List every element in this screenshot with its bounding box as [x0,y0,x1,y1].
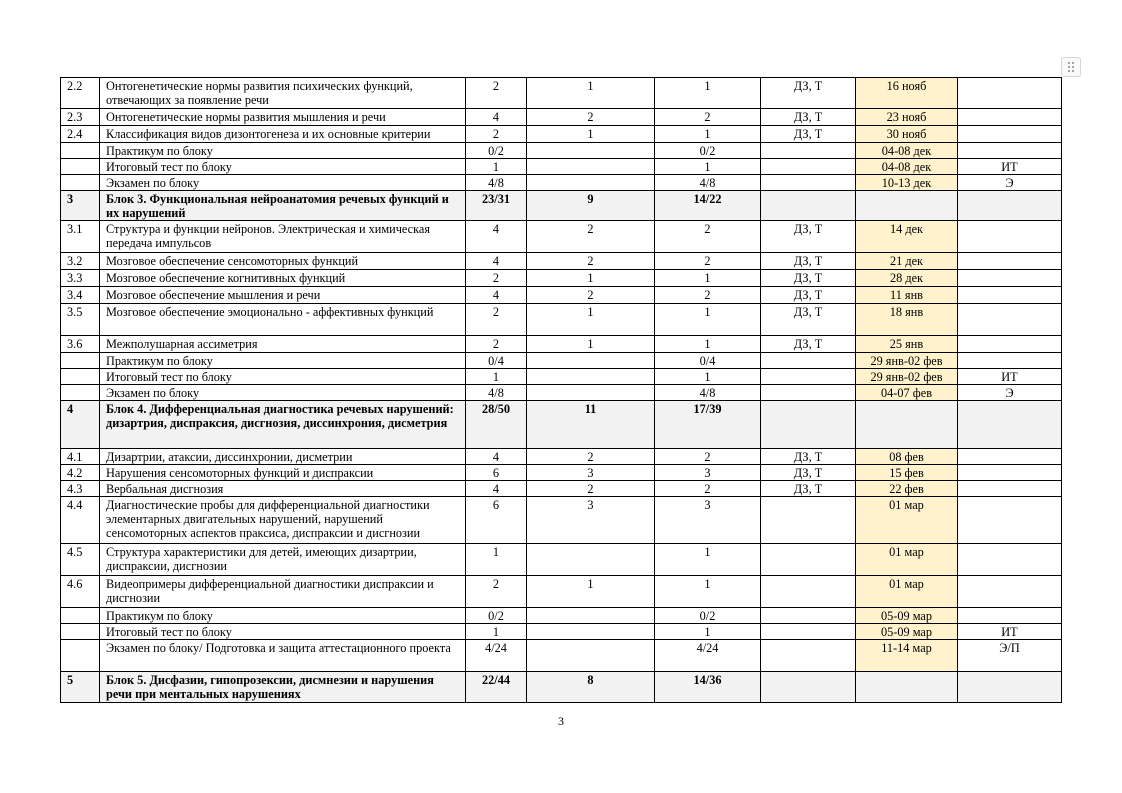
row-total-hours: 0/2 [466,143,527,159]
row-title: Итоговый тест по блоку [100,159,466,175]
row-title: Мозговое обеспечение мышления и речи [100,287,466,304]
row-practice-hours: 1 [655,624,761,640]
row-date: 28 дек [856,270,958,287]
row-lecture-hours [527,159,655,175]
row-number [61,353,100,369]
row-number: 5 [61,672,100,703]
row-date: 30 нояб [856,126,958,143]
row-lecture-hours: 8 [527,672,655,703]
row-number [61,640,100,672]
row-number: 4.3 [61,481,100,497]
row-number: 3 [61,191,100,221]
row-date: 15 фев [856,465,958,481]
row-lecture-hours: 2 [527,449,655,465]
row-practice-hours: 14/36 [655,672,761,703]
row-practice-hours: 1 [655,369,761,385]
row-control-type [761,401,856,449]
table-row [61,304,1062,336]
row-lecture-hours [527,608,655,624]
table-row [61,481,1062,497]
block-header-row [61,191,1062,221]
row-title: Дизартрии, атаксии, диссинхронии, дисметрии [100,449,466,465]
row-attestation-form [958,401,1062,449]
row-number [61,159,100,175]
row-date: 18 янв [856,304,958,336]
row-title: Экзамен по блоку [100,385,466,401]
row-number [61,624,100,640]
row-practice-hours: 4/8 [655,175,761,191]
row-total-hours: 2 [466,270,527,287]
row-attestation-form [958,221,1062,253]
row-total-hours: 4 [466,481,527,497]
row-lecture-hours: 1 [527,576,655,608]
row-attestation-form [958,481,1062,497]
table-row [61,497,1062,544]
row-practice-hours: 4/8 [655,385,761,401]
row-practice-hours: 1 [655,126,761,143]
row-title: Вербальная дисгнозия [100,481,466,497]
row-date: 08 фев [856,449,958,465]
row-title: Онтогенетические нормы развития мышления и речи [100,109,466,126]
row-practice-hours: 2 [655,109,761,126]
row-control-type: ДЗ, Т [761,287,856,304]
table-row [61,385,1062,401]
row-lecture-hours [527,353,655,369]
row-practice-hours: 2 [655,449,761,465]
row-date: 11-14 мар [856,640,958,672]
row-date [856,401,958,449]
row-total-hours: 4 [466,221,527,253]
row-attestation-form [958,253,1062,270]
row-attestation-form [958,608,1062,624]
row-title: Итоговый тест по блоку [100,624,466,640]
row-control-type [761,353,856,369]
row-title: Практикум по блоку [100,353,466,369]
table-row [61,608,1062,624]
row-control-type [761,143,856,159]
row-date: 01 мар [856,576,958,608]
row-attestation-form [958,287,1062,304]
row-attestation-form [958,143,1062,159]
row-number: 2.2 [61,78,100,109]
row-lecture-hours: 9 [527,191,655,221]
table-row [61,449,1062,465]
row-control-type: ДЗ, Т [761,126,856,143]
row-lecture-hours [527,544,655,576]
row-attestation-form: ИТ [958,159,1062,175]
row-number: 4.1 [61,449,100,465]
row-control-type [761,624,856,640]
row-number: 4.5 [61,544,100,576]
row-title: Структура и функции нейронов. Электрическая и химическая передача импульсов [100,221,466,253]
table-row [61,270,1062,287]
table-row [61,287,1062,304]
table-row [61,126,1062,143]
table-row [61,369,1062,385]
row-date: 01 мар [856,497,958,544]
row-title: Структура характеристики для детей, имеющих дизартрии, диспраксии, дисгнозии [100,544,466,576]
row-number: 4.4 [61,497,100,544]
row-total-hours: 0/2 [466,608,527,624]
row-lecture-hours: 3 [527,497,655,544]
row-total-hours: 6 [466,497,527,544]
row-date: 10-13 дек [856,175,958,191]
row-lecture-hours: 2 [527,287,655,304]
row-practice-hours: 0/2 [655,608,761,624]
row-attestation-form [958,78,1062,109]
row-lecture-hours: 1 [527,78,655,109]
table-row [61,576,1062,608]
row-control-type [761,672,856,703]
row-number: 3.3 [61,270,100,287]
row-control-type [761,385,856,401]
row-title: Мозговое обеспечение эмоционально - аффективных функций [100,304,466,336]
row-number: 3.2 [61,253,100,270]
row-date: 29 янв-02 фев [856,353,958,369]
row-attestation-form [958,353,1062,369]
row-lecture-hours: 2 [527,253,655,270]
row-attestation-form [958,465,1062,481]
row-total-hours: 4/8 [466,175,527,191]
row-total-hours: 4 [466,109,527,126]
row-lecture-hours: 2 [527,109,655,126]
row-number [61,143,100,159]
row-number: 4.6 [61,576,100,608]
row-title: Экзамен по блоку [100,175,466,191]
row-control-type [761,608,856,624]
row-number: 3.5 [61,304,100,336]
row-total-hours: 1 [466,624,527,640]
table-row [61,143,1062,159]
table-row [61,465,1062,481]
row-practice-hours: 2 [655,221,761,253]
row-control-type: ДЗ, Т [761,221,856,253]
row-practice-hours: 1 [655,336,761,353]
row-title: Мозговое обеспечение когнитивных функций [100,270,466,287]
row-date: 22 фев [856,481,958,497]
row-lecture-hours [527,175,655,191]
row-attestation-form [958,270,1062,287]
row-practice-hours: 17/39 [655,401,761,449]
row-attestation-form [958,449,1062,465]
row-total-hours: 1 [466,159,527,175]
row-lecture-hours [527,385,655,401]
row-total-hours: 2 [466,304,527,336]
row-total-hours: 2 [466,576,527,608]
row-lecture-hours: 1 [527,336,655,353]
row-attestation-form [958,304,1062,336]
table-row [61,159,1062,175]
row-total-hours: 1 [466,544,527,576]
page-number: 3 [558,714,564,728]
row-control-type [761,191,856,221]
row-practice-hours: 0/2 [655,143,761,159]
row-practice-hours: 1 [655,78,761,109]
row-practice-hours: 2 [655,287,761,304]
row-total-hours: 23/31 [466,191,527,221]
row-control-type: ДЗ, Т [761,253,856,270]
row-attestation-form [958,336,1062,353]
row-number: 3.4 [61,287,100,304]
row-control-type [761,159,856,175]
row-number [61,175,100,191]
row-total-hours: 2 [466,78,527,109]
row-total-hours: 22/44 [466,672,527,703]
row-number: 2.4 [61,126,100,143]
row-number: 3.1 [61,221,100,253]
row-number: 4 [61,401,100,449]
row-number: 3.6 [61,336,100,353]
row-title: Классификация видов дизонтогенеза и их основные критерии [100,126,466,143]
row-practice-hours: 2 [655,253,761,270]
row-attestation-form [958,109,1062,126]
row-lecture-hours [527,624,655,640]
row-attestation-form [958,191,1062,221]
row-control-type: ДЗ, Т [761,449,856,465]
row-lecture-hours [527,143,655,159]
row-date: 11 янв [856,287,958,304]
row-date [856,191,958,221]
row-number: 2.3 [61,109,100,126]
row-number [61,369,100,385]
table-row [61,109,1062,126]
row-practice-hours: 4/24 [655,640,761,672]
row-practice-hours: 1 [655,159,761,175]
table-row [61,221,1062,253]
drag-handle-icon[interactable] [1061,57,1081,77]
row-date: 05-09 мар [856,608,958,624]
row-attestation-form: Э/П [958,640,1062,672]
row-number: 4.2 [61,465,100,481]
row-control-type [761,369,856,385]
row-attestation-form: Э [958,385,1062,401]
table-row [61,544,1062,576]
row-attestation-form: ИТ [958,624,1062,640]
row-practice-hours: 2 [655,481,761,497]
row-attestation-form: Э [958,175,1062,191]
row-control-type: ДЗ, Т [761,78,856,109]
row-total-hours: 2 [466,336,527,353]
row-title: Онтогенетические нормы развития психических функций, отвечающих за появление речи [100,78,466,109]
row-number [61,385,100,401]
row-title: Блок 5. Дисфазии, гипопрозексии, дисмнезии и нарушения речи при ментальных нарушениях [100,672,466,703]
row-date: 14 дек [856,221,958,253]
row-practice-hours: 1 [655,576,761,608]
table-row [61,253,1062,270]
row-title: Блок 4. Дифференциальная диагностика речевых нарушений: дизартрия, диспраксия, дисгнозия, диссинхрония, дисметрия [100,401,466,449]
row-title: Экзамен по блоку/ Подготовка и защита аттестационного проекта [100,640,466,672]
row-control-type [761,640,856,672]
row-control-type: ДЗ, Т [761,304,856,336]
row-date: 16 нояб [856,78,958,109]
row-control-type [761,497,856,544]
row-title: Мозговое обеспечение сенсомоторных функций [100,253,466,270]
row-date: 01 мар [856,544,958,576]
row-practice-hours: 3 [655,497,761,544]
row-total-hours: 0/4 [466,353,527,369]
row-control-type: ДЗ, Т [761,481,856,497]
row-practice-hours: 3 [655,465,761,481]
row-practice-hours: 0/4 [655,353,761,369]
block-header-row [61,672,1062,703]
row-attestation-form [958,126,1062,143]
row-lecture-hours: 3 [527,465,655,481]
table-row [61,78,1062,109]
table-row [61,640,1062,672]
row-total-hours: 4/24 [466,640,527,672]
table-row [61,175,1062,191]
row-total-hours: 6 [466,465,527,481]
row-date [856,672,958,703]
row-total-hours: 4 [466,287,527,304]
row-date: 04-08 дек [856,159,958,175]
row-title: Практикум по блоку [100,608,466,624]
row-lecture-hours: 2 [527,221,655,253]
row-practice-hours: 1 [655,270,761,287]
row-title: Практикум по блоку [100,143,466,159]
row-attestation-form [958,576,1062,608]
row-lecture-hours: 11 [527,401,655,449]
row-title: Диагностические пробы для дифференциальной диагностики элементарных двигательных нарушений, нарушений сенсомоторных аспектов праксиса, диспраксии и дисгнозии [100,497,466,544]
row-control-type: ДЗ, Т [761,109,856,126]
row-total-hours: 4/8 [466,385,527,401]
row-control-type: ДЗ, Т [761,465,856,481]
row-lecture-hours: 1 [527,126,655,143]
row-date: 21 дек [856,253,958,270]
row-date: 29 янв-02 фев [856,369,958,385]
row-control-type: ДЗ, Т [761,270,856,287]
row-control-type [761,175,856,191]
row-total-hours: 1 [466,369,527,385]
row-practice-hours: 1 [655,304,761,336]
table-row [61,624,1062,640]
row-number [61,608,100,624]
row-attestation-form [958,672,1062,703]
row-date: 05-09 мар [856,624,958,640]
row-control-type [761,544,856,576]
row-date: 04-08 дек [856,143,958,159]
row-lecture-hours [527,369,655,385]
row-practice-hours: 14/22 [655,191,761,221]
row-title: Межполушарная ассиметрия [100,336,466,353]
row-lecture-hours: 1 [527,270,655,287]
row-control-type [761,576,856,608]
row-attestation-form [958,497,1062,544]
row-total-hours: 4 [466,449,527,465]
row-title: Видеопримеры дифференциальной диагностики диспраксии и дисгнозии [100,576,466,608]
row-lecture-hours: 2 [527,481,655,497]
row-title: Блок 3. Функциональная нейроанатомия речевых функций и их нарушений [100,191,466,221]
schedule-table [60,77,1062,703]
row-title: Нарушения сенсомоторных функций и диспраксии [100,465,466,481]
row-date: 04-07 фев [856,385,958,401]
row-control-type: ДЗ, Т [761,336,856,353]
row-total-hours: 2 [466,126,527,143]
row-practice-hours: 1 [655,544,761,576]
row-lecture-hours: 1 [527,304,655,336]
row-title: Итоговый тест по блоку [100,369,466,385]
row-attestation-form [958,544,1062,576]
table-row [61,336,1062,353]
row-date: 25 янв [856,336,958,353]
row-date: 23 нояб [856,109,958,126]
row-total-hours: 28/50 [466,401,527,449]
block-header-row [61,401,1062,449]
table-row [61,353,1062,369]
row-attestation-form: ИТ [958,369,1062,385]
row-lecture-hours [527,640,655,672]
row-total-hours: 4 [466,253,527,270]
